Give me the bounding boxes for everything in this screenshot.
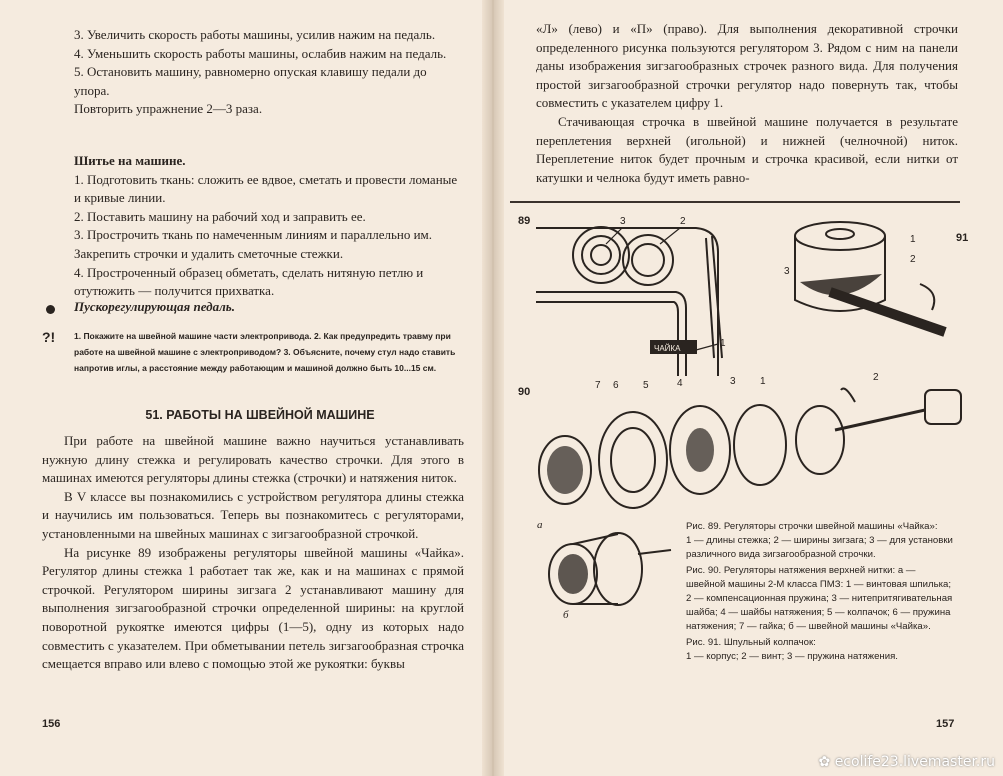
paragraph: В V классе вы познакомились с устройством регулятора длины стежка и научились им пользоваться. Теперь вы познакомитесь с регуляторами, установленными на швейных машинах с зигзагообразной строчкой. <box>42 488 464 541</box>
sewing-step: 1. Подготовить ткань: сложить ее вдвое, сметать и провести ломаные и кривые линии. <box>74 171 458 206</box>
caption-fig91-title: Рис. 91. Шпульный колпачок: <box>686 637 816 648</box>
fig90-label: 5 <box>643 380 649 391</box>
fig90-label: 7 <box>595 380 601 391</box>
left-body <box>42 432 464 674</box>
sewing-heading: Шитье на машине. <box>74 153 186 168</box>
fig91-label: 1 <box>910 234 916 245</box>
fig90-label: 2 <box>873 372 879 383</box>
fig90-label: 4 <box>677 378 683 389</box>
questions-mark-icon: ?! <box>42 329 56 345</box>
flower-icon: ✿ <box>818 754 831 770</box>
figure-89-machine-regulators <box>536 208 736 378</box>
review-questions: 1. Покажите на швейной машине части электропривода. 2. Как предупредить травму при работе на швейной машине с электроприводом? 3. Объясните, почему стул надо ставить напротив иглы, а расстояние между работающим и машиной должно быть 10...15 см. <box>74 331 456 373</box>
figure-89-number: 89 <box>518 215 531 227</box>
page-number-right: 157 <box>936 718 955 730</box>
step-item: 5. Остановить машину, равномерно опуская клавишу педали до упора. <box>74 64 427 98</box>
figure-90-tension-regulator-b <box>533 514 673 624</box>
repeat-note: Повторить упражнение 2—3 раза. <box>74 101 263 117</box>
fig90-label: 3 <box>730 376 736 387</box>
watermark-text: ecolife23.livemaster.ru <box>834 754 995 770</box>
pedal-note: Пускорегулирующая педаль. <box>74 299 235 314</box>
fig90-sub-a: а <box>537 519 543 531</box>
step-item: 3. Увеличить скорость работы машины, усилив нажим на педаль. <box>74 27 436 42</box>
fig89-brand-plate: ЧАЙКА <box>654 344 681 353</box>
caption-fig89-title: Рис. 89. Регуляторы строчки швейной машины «Чайка»: <box>686 521 938 532</box>
fig90-label: 1 <box>760 376 766 387</box>
sewing-section <box>74 152 464 301</box>
sewing-step: 2. Поставить машину на рабочий ход и заправить ее. <box>74 208 366 224</box>
fig89-label: 3 <box>620 216 626 227</box>
caption-fig91-legend: 1 — корпус; 2 — винт; 3 — пружина натяжения. <box>686 651 898 662</box>
fig91-label: 3 <box>784 266 790 277</box>
page-number-left: 156 <box>42 718 61 730</box>
caption-fig90: Рис. 90. Регуляторы натяжения верхней нитки: а — швейной машины 2-М класса ПМЗ: 1 — винтовая шпилька; 2 — компенсационная пружина; 3 — нитепритягивательная шайба; 4 — шайбы натяжения; 5 — колпачок; 6 — пружина натяжения; 7 — гайка; б — швейной машины «Чайка». <box>686 565 953 632</box>
figure-captions <box>686 520 956 664</box>
fig89-label: 1 <box>720 338 726 349</box>
fig91-label: 2 <box>910 254 916 265</box>
figure-91-number: 91 <box>956 232 969 244</box>
watermark <box>819 754 996 770</box>
section-title: 51. РАБОТЫ НА ШВЕЙНОЙ МАШИНЕ <box>145 408 375 422</box>
figure-90-number: 90 <box>518 386 531 398</box>
paragraph: Стачивающая строчка в швейной машине получается в результате переплетения верхней (игольной) и нижней (челночной) ниток. Переплетение ниток будет прочным и строчка красивой, если нитки от катушки и челнока будут иметь равно- <box>536 113 958 185</box>
fig89-label: 2 <box>680 216 686 227</box>
figure-90-tension-regulator-a <box>525 370 965 520</box>
book-gutter <box>482 0 504 776</box>
right-body <box>536 20 958 187</box>
divider <box>510 201 960 203</box>
fig90-sub-b: б <box>563 609 569 621</box>
step-item: 4. Уменьшить скорость работы машины, ослабив нажим на педаль. <box>74 45 447 61</box>
caption-fig89-legend: 1 — длины стежка; 2 — ширины зигзага; 3 — для установки различного вида зигзагообразной строчки. <box>686 535 953 560</box>
sewing-step: 3. Прострочить ткань по намеченным линиям и параллельно им. Закрепить строчки и удалить сметочные стежки. <box>74 227 433 261</box>
paragraph: «Л» (лево) и «П» (право). Для выполнения декоративной строчки определенного рисунка пользуются регулятором 3. Рядом с ним на панели даны изображения зигзагообразных строчек разного вида. Для получения простой зигзагообразной строчки регулятор надо повернуть так, чтобы совместить с указателем цифру 1. <box>536 21 958 111</box>
paragraph: При работе на швейной машине важно научиться устанавливать нужную длину стежка и регулировать качество строчки. Для этого в машинах имеются регуляторы длины стежка (строчки) и натяжения ниток. <box>42 433 464 486</box>
paragraph: На рисунке 89 изображены регуляторы швейной машины «Чайка». Регулятор длины стежка 1 работает так же, как и на машинах с прямой строчкой. Регулятором ширины зигзага 2 устанавливают машину для выполнения зигзагообразной строчки определенной ширины: на круглой поворотной рукоятке имеются цифры (1—5), одну из которых надо совместить с указателем. При обметывании петель зигзагообразная строчка смещается вправо или влево с помощью этой же рукоятки: буквы <box>42 544 464 672</box>
sewing-step: 4. Простроченный образец обметать, сделать нитяную петлю и отутюжить — получится прихватка. <box>74 264 424 299</box>
bullet-dot-icon <box>46 305 55 314</box>
exercise-steps <box>74 26 464 119</box>
figure-91-bobbin-case <box>770 212 950 337</box>
fig90-label: 6 <box>613 380 619 391</box>
